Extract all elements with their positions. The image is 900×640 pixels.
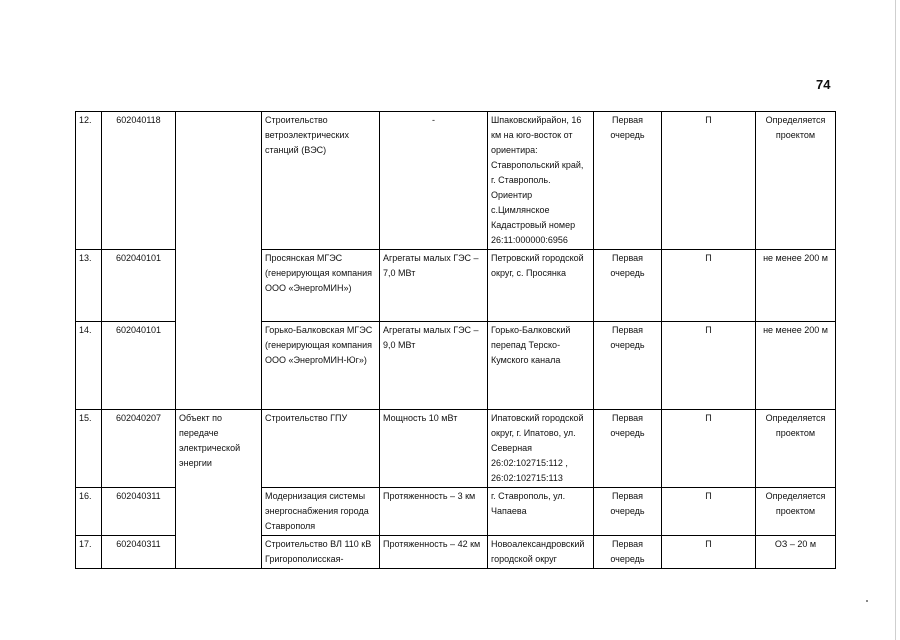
object-code: 602040207 xyxy=(102,410,176,488)
page-number: 74 xyxy=(816,77,831,92)
object-name: Строительство ветроэлектрических станций (ВЭС) xyxy=(262,112,380,250)
object-zone: не менее 200 м xyxy=(756,250,836,322)
scan-edge-line xyxy=(895,0,896,640)
object-code: 602040311 xyxy=(102,536,176,569)
object-code: 602040118 xyxy=(102,112,176,250)
object-name: Просянская МГЭС (генерирующая компания ООО «ЭнергоМИН») xyxy=(262,250,380,322)
object-code: 602040311 xyxy=(102,488,176,536)
object-code: 602040101 xyxy=(102,250,176,322)
object-location: Новоалександровский городской округ xyxy=(488,536,594,569)
object-params: - xyxy=(380,112,488,250)
object-status: П xyxy=(662,410,756,488)
object-name: Модернизация системы энергоснабжения города Ставрополя xyxy=(262,488,380,536)
object-status: П xyxy=(662,322,756,410)
object-stage: Первая очередь xyxy=(594,536,662,569)
row-number: 14. xyxy=(76,322,102,410)
row-number: 12. xyxy=(76,112,102,250)
object-params: Мощность 10 мВт xyxy=(380,410,488,488)
object-stage: Первая очередь xyxy=(594,112,662,250)
object-stage: Первая очередь xyxy=(594,410,662,488)
row-number: 13. xyxy=(76,250,102,322)
object-status: П xyxy=(662,536,756,569)
object-code: 602040101 xyxy=(102,322,176,410)
object-name: Строительство ГПУ xyxy=(262,410,380,488)
object-zone: ОЗ – 20 м xyxy=(756,536,836,569)
object-params: Агрегаты малых ГЭС – 9,0 МВт xyxy=(380,322,488,410)
row-number: 17. xyxy=(76,536,102,569)
object-zone: не менее 200 м xyxy=(756,322,836,410)
category-cell xyxy=(176,112,262,410)
object-stage: Первая очередь xyxy=(594,488,662,536)
object-params: Протяженность – 42 км xyxy=(380,536,488,569)
object-zone: Определяется проектом xyxy=(756,488,836,536)
object-params: Протяженность – 3 км xyxy=(380,488,488,536)
object-location: г. Ставрополь, ул. Чапаева xyxy=(488,488,594,536)
object-status: П xyxy=(662,112,756,250)
object-location: Ипатовский городской округ, г. Ипатово, ул. Северная 26:02:102715:112 , 26:02:102715:113 xyxy=(488,410,594,488)
object-status: П xyxy=(662,488,756,536)
object-zone: Определяется проектом xyxy=(756,112,836,250)
object-status: П xyxy=(662,250,756,322)
object-location: Петровский городской округ, с. Просянка xyxy=(488,250,594,322)
table-row xyxy=(76,410,836,488)
object-zone: Определяется проектом xyxy=(756,410,836,488)
row-number: 15. xyxy=(76,410,102,488)
scan-speck xyxy=(866,600,868,602)
table-row xyxy=(76,112,836,250)
row-number: 16. xyxy=(76,488,102,536)
object-stage: Первая очередь xyxy=(594,250,662,322)
object-location: Шпаковскийрайон, 16 км на юго-восток от ориентира: Ставропольский край, г. Ставрополь. Ориентир с.Цимлянское Кадастровый номер 26:11:000000:6956 xyxy=(488,112,594,250)
category-cell: Объект по передаче электрической энергии xyxy=(176,410,262,569)
object-stage: Первая очередь xyxy=(594,322,662,410)
object-params: Агрегаты малых ГЭС – 7,0 МВт xyxy=(380,250,488,322)
object-name: Строительство ВЛ 110 кВ Григорополисская- xyxy=(262,536,380,569)
object-location: Горько-Балковский перепад Терско-Кумского канала xyxy=(488,322,594,410)
objects-table xyxy=(75,111,836,569)
object-name: Горько-Балковская МГЭС (генерирующая компания ООО «ЭнергоМИН-Юг») xyxy=(262,322,380,410)
